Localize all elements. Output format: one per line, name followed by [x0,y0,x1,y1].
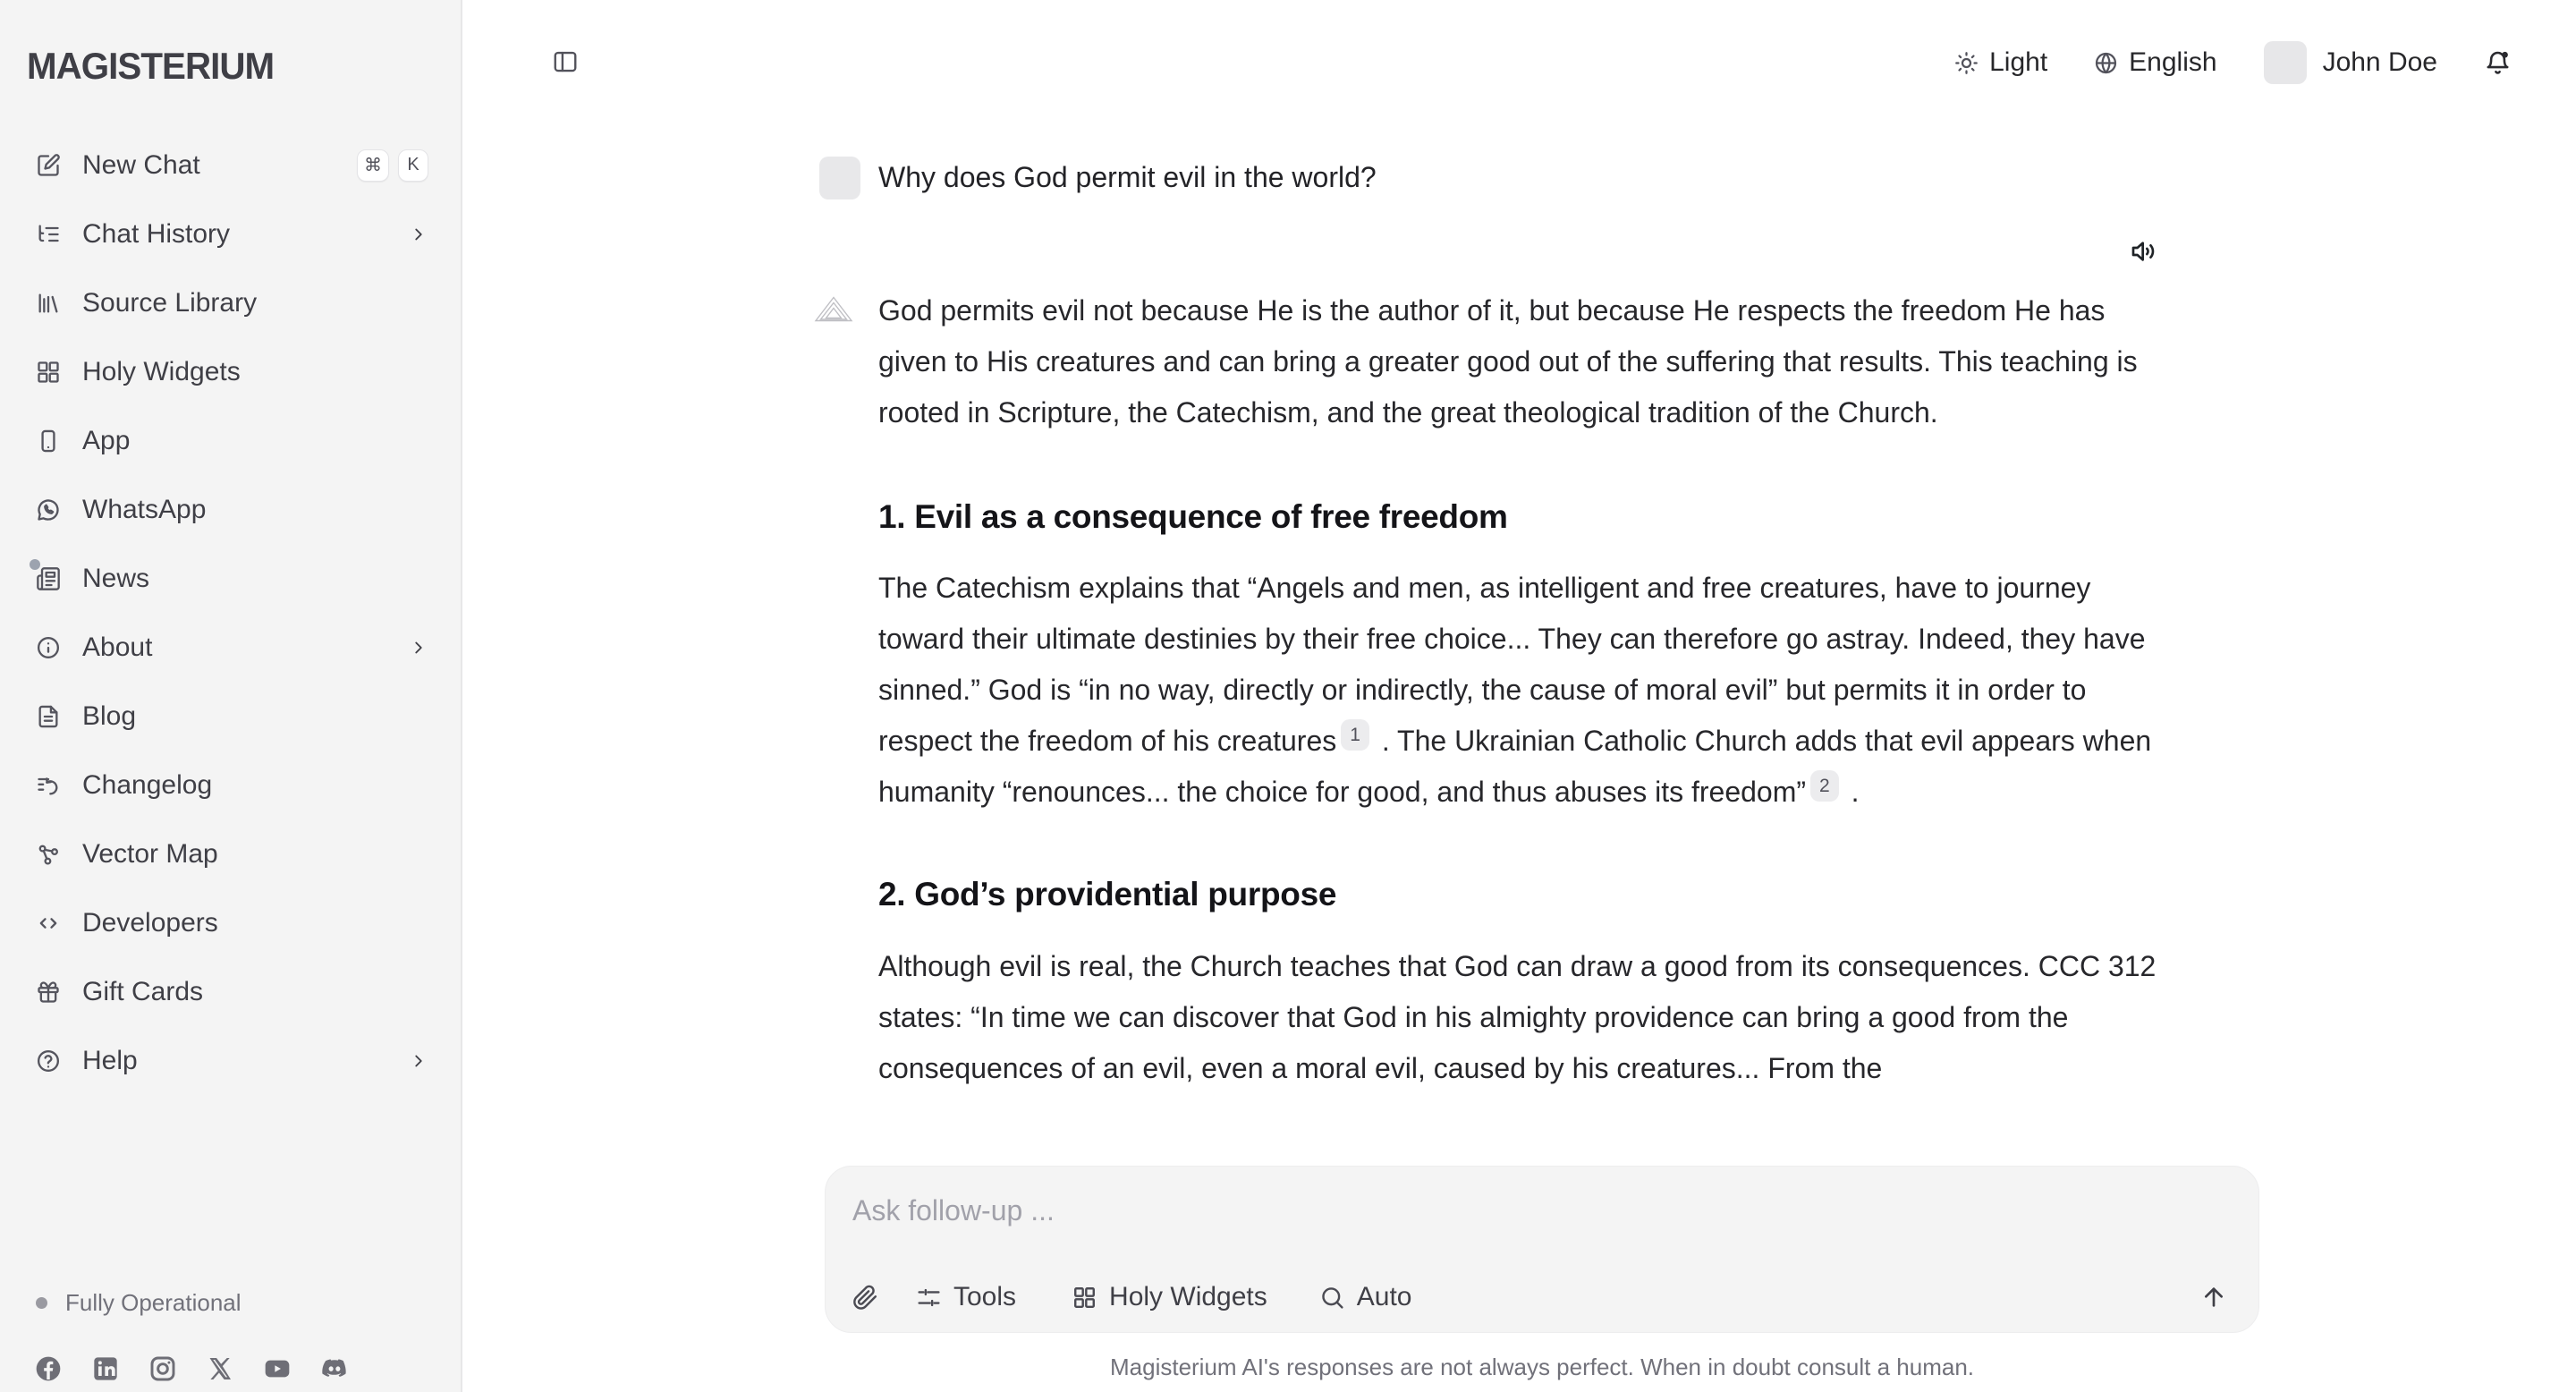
auto-label: Auto [1356,1282,1412,1311]
read-aloud-icon[interactable] [2129,237,2159,266]
user-message-avatar [819,157,860,199]
sliders-icon [916,1285,942,1311]
main-area [464,0,2576,1392]
instagram-icon[interactable] [148,1354,177,1383]
sidebar-item-developers[interactable] [0,888,461,957]
user-message [878,152,2159,203]
sidebar-item-new-chat[interactable] [0,131,461,199]
sidebar-item-label: App [82,425,131,455]
tools-button[interactable] [916,1282,1016,1312]
notification-bell-icon[interactable] [2484,49,2512,77]
sidebar-item-label: WhatsApp [82,494,207,524]
file-text-icon [36,704,61,729]
sidebar-nav [0,131,461,1095]
composer-toolbar [852,1282,2228,1312]
square-pen-icon [36,153,61,178]
sidebar-item-label: New Chat [82,149,200,180]
sidebar-item-about[interactable] [0,613,461,682]
whatsapp-icon [36,497,61,522]
info-icon [36,635,61,660]
sidebar-item-label: Blog [82,700,137,731]
gift-icon [36,980,61,1005]
chevron-right-icon [409,1051,428,1071]
x-icon[interactable] [206,1354,234,1383]
section-heading-2: 2. God’s providential purpose [878,876,1337,912]
theme-label: Light [1989,47,2048,77]
sidebar-item-label: Changelog [82,769,213,800]
facebook-icon[interactable] [34,1354,63,1383]
sidebar [0,0,462,1392]
shortcut-keys [357,149,428,182]
ai-disclaimer: Magisterium AI's responses are not always perfect. When in doubt consult a human. [1109,1354,1974,1380]
content-fade-overlay [464,1108,2576,1167]
cmd-key-badge: ⌘ [357,149,389,182]
answer-intro: God permits evil not because He is the author of it, but because He respects the freedom He has given to His creatures and can bring a greater good out of the suffering that results. This teaching is rooted in Scripture, the Catechism, and the great theological tradition of the Church. [878,294,2138,429]
sidebar-item-vector-map[interactable] [0,819,461,888]
holy-widgets-button[interactable] [1072,1282,1267,1312]
sidebar-toggle-icon[interactable] [552,48,579,75]
sidebar-item-label: Holy Widgets [82,356,241,386]
discord-icon[interactable] [320,1354,349,1383]
sidebar-item-chat-history[interactable] [0,199,461,268]
sidebar-item-label: About [82,632,153,662]
section-heading-1: 1. Evil as a consequence of free freedom [878,498,1508,535]
section-paragraph-1: The Catechism explains that “Angels and men, as intelligent and free creatures, have to journey toward their ultimate destinies by their free choice... They can therefore go astray. Indeed, they have sinned.” God is “in no way, directly or indirectly, the cause of moral evil” but permits it in order to respect the freedom of his creatures 1 . The Ukrainian Catholic Church adds that evil appears when humanity “renounces... the choice for good, and thus abuses its freedom” 2 . [878,572,2152,808]
sidebar-item-label: News [82,563,150,593]
network-icon [36,842,61,867]
linkedin-icon[interactable] [91,1354,120,1383]
auto-mode-button[interactable] [1319,1282,1412,1312]
sidebar-item-label: Gift Cards [82,976,204,1006]
sidebar-item-help[interactable] [0,1026,461,1095]
avatar [2264,41,2307,84]
social-links [34,1354,349,1383]
send-arrow-icon[interactable] [2199,1283,2228,1311]
status-indicator [36,1289,242,1317]
sidebar-item-app[interactable] [0,406,461,475]
list-restart-icon [36,773,61,798]
user-question: Why does God permit evil in the world? [878,161,1377,193]
help-circle-icon [36,1048,61,1074]
composer [825,1166,2259,1333]
code-icon [36,911,61,936]
sidebar-item-changelog[interactable] [0,751,461,819]
list-tree-icon [36,222,61,247]
k-key-badge: K [398,149,428,182]
footnote-ref[interactable]: 1 [1341,719,1369,751]
paperclip-icon[interactable] [852,1285,878,1311]
sidebar-item-blog[interactable] [0,682,461,751]
sidebar-item-label: Help [82,1045,138,1075]
section-paragraph-2: Although evil is real, the Church teaches that God can draw a good from its consequences. CCC 312 states: “In time we can discover that God in his almighty providence can bring a good from the consequences of an evil, even a moral evil, caused by his creatures... From the [878,950,2157,1084]
sidebar-item-holy-widgets[interactable] [0,337,461,406]
layout-grid-icon [36,360,61,385]
magisterium-logo-icon [814,295,853,323]
sidebar-item-label: Source Library [82,287,258,318]
sidebar-item-gift-cards[interactable] [0,957,461,1026]
followup-input[interactable] [852,1188,2223,1233]
sidebar-item-label: Developers [82,907,218,938]
search-icon [1319,1285,1345,1311]
status-label: Fully Operational [65,1289,242,1316]
newspaper-icon [36,566,61,591]
layout-grid-icon [1072,1285,1097,1311]
sidebar-item-source-library[interactable] [0,268,461,337]
youtube-icon[interactable] [263,1354,292,1383]
chat-thread [878,0,2159,1094]
language-label: English [2129,47,2217,77]
library-icon [36,291,61,316]
sidebar-item-label: Chat History [82,218,231,249]
user-name: John Doe [2322,47,2437,77]
chevron-right-icon [409,225,428,244]
smartphone-icon [36,429,61,454]
sidebar-item-news[interactable] [0,544,461,613]
status-dot [36,1297,47,1309]
holy-widgets-label: Holy Widgets [1109,1282,1267,1311]
sidebar-item-whatsapp[interactable] [0,475,461,544]
user-menu[interactable] [2264,41,2437,84]
assistant-message [878,285,2159,1094]
chevron-right-icon [409,638,428,658]
tools-label: Tools [953,1282,1017,1311]
brand-logo: MAGISTERIUM [27,45,275,87]
message-toolbar [878,237,2159,266]
footnote-ref[interactable]: 2 [1810,770,1839,802]
sidebar-item-label: Vector Map [82,838,218,869]
news-unread-dot [30,559,40,570]
